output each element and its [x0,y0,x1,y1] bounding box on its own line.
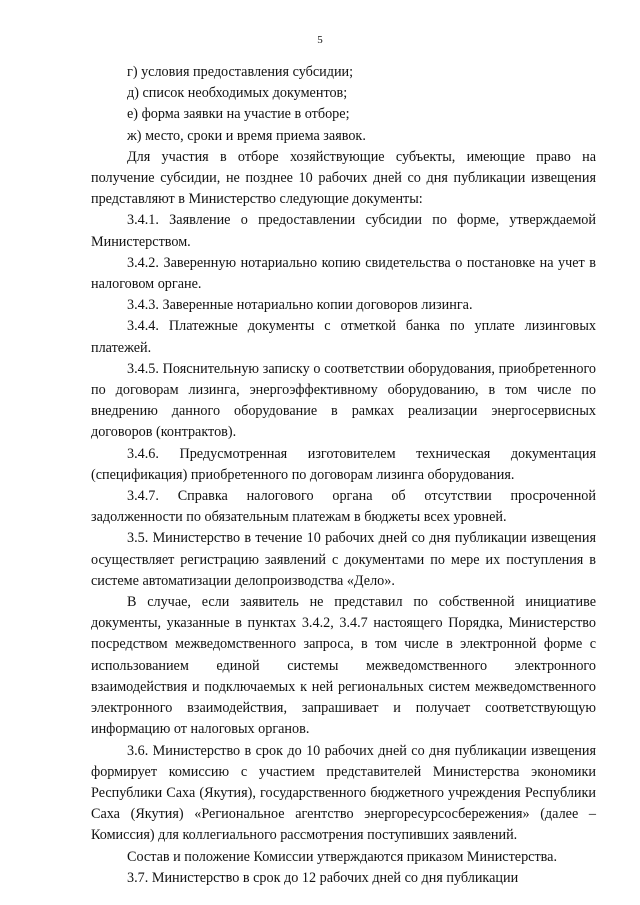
paragraph-3-4-4: 3.4.4. Платежные документы с отметкой банка по уплате лизинговых платежей. [91,318,596,356]
list-item-d: д) список необходимых документов; [127,85,348,102]
paragraph-3-4-6: 3.4.6. Предусмотренная изготовителем техническая документация (спецификация) приобретенного по договорам лизинга оборудования. [91,445,596,483]
paragraph-interagency-request: В случае, если заявитель не представил по собственной инициативе документы, указанные в пунктах 3.4.2, 3.4.7 настоящего Порядка, Министерство посредством межведомственного запроса, в том числе в электронной форме с использованием единой системы межведомственного электронного взаимодействия и подключаемых к ней региональных систем межведомственного электронного взаимодействия, запрашивает и получает соответствующую информацию от налоговых органов. [91,594,596,738]
paragraph-3-4-3: 3.4.3. Заверенные нотариально копии договоров лизинга. [127,297,473,314]
paragraph-3-7: 3.7. Министерство в срок до 12 рабочих дней со дня публикации [127,869,519,886]
paragraph-commission-composition: Состав и положение Комиссии утверждаются приказом Министерства. [127,848,558,865]
paragraph-3-5: 3.5. Министерство в течение 10 рабочих дней со дня публикации извещения осуществляет регистрацию заявлений с документами по мере их поступления в системе автоматизации делопроизводства «Дело». [91,530,596,589]
paragraph-participation: Для участия в отборе хозяйствующие субъекты, имеющие право на получение субсидии, не позднее 10 рабочих дней со дня публикации извещения представляют в Министерство следующие документы: [91,148,596,208]
paragraph-3-4-1: 3.4.1. Заявление о предоставлении субсидии по форме, утверждаемой Министерством. [91,212,596,250]
document-body [91,62,596,889]
list-item-e: е) форма заявки на участие в отборе; [127,106,350,123]
paragraph-3-4-7: 3.4.7. Справка налогового органа об отсутствии просроченной задолженности по обязательным платежам в бюджеты всех уровней. [91,488,596,526]
list-item-g: г) условия предоставления субсидии; [127,64,354,80]
list-item-zh: ж) место, сроки и время приема заявок. [127,127,366,144]
paragraph-3-6: 3.6. Министерство в срок до 10 рабочих дней со дня публикации извещения формирует комиссию с участием представителей Министерства экономики Республики Саха (Якутия), государственного бюджетного учреждения Республики Саха (Якутия) «Региональное агентство энергоресурсосбережения» (далее – Комиссия) для коллегиального рассмотрения поступивших заявлений. [91,742,596,844]
paragraph-3-4-2: 3.4.2. Заверенную нотариально копию свидетельства о постановке на учет в налоговом органе. [91,254,596,293]
page-number: 5 [317,34,323,46]
paragraph-3-4-5: 3.4.5. Пояснительную записку о соответствии оборудования, приобретенного по договорам лизинга, энергоэффективному оборудованию, в том числе по внедрению данного оборудование в рамках реализации энергосервисных договоров (контрактов). [91,360,596,441]
